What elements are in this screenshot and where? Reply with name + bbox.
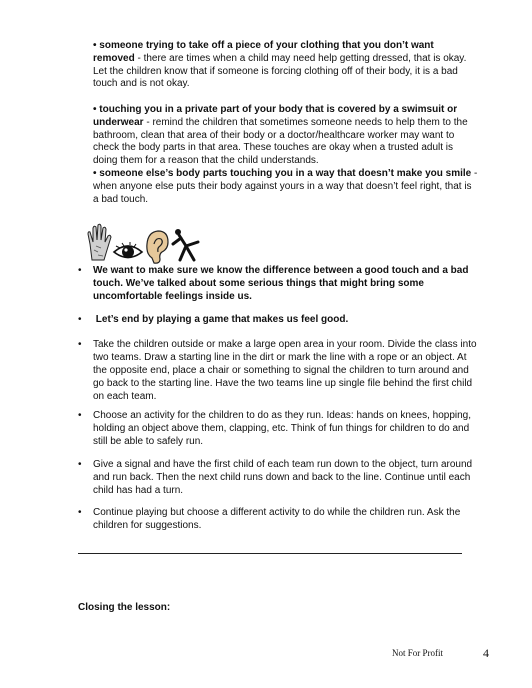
list-item-text: Give a signal and have the first child of each team run down to the object, turn around and run back. Then the next child runs down and back to the line. Continue until each child has had a turn. [93, 459, 473, 496]
sub-bullet-heading: • someone trying to take off a piece of your clothing that you don’t want removed [93, 40, 434, 64]
list-item-text: Let’s end by playing a game that makes us feel good. [93, 314, 349, 325]
page-number: 4 [483, 646, 489, 660]
bullet-marker: • [78, 314, 82, 325]
sub-bullet-private-parts [93, 104, 478, 168]
eye-icon [114, 242, 142, 258]
bullet-marker: • [78, 410, 82, 421]
closing-heading: Closing the lesson: [78, 602, 171, 613]
list-item-text: Choose an activity for the children to do as they run. Ideas: hands on knees, hopping, holding an object above them, clapping, etc. Think of fun things for children to do and still be able to safely run. [93, 410, 472, 447]
sub-bullet-heading: • someone else’s body parts touching you in a way that doesn’t make you smile [93, 168, 472, 179]
footer-label: Not For Profit [392, 648, 444, 658]
bullet-marker: • [78, 339, 82, 350]
sub-bullet-text: - remind the children that sometimes someone needs to help them to the bathroom, clean that area of their body or a doctor/healthcare worker may want to check the body parts in that area. These touches are okay when a trusted adult is doing them for a reason that the child understands. [93, 116, 468, 167]
hand-icon [88, 224, 111, 260]
sub-bullet-clothing [93, 40, 478, 91]
list-item-text: We want to make sure we know the difference between a good touch and a bad touch. We’ve talked about some serious things that might bring some uncomfortable feelings inside us. [93, 265, 469, 302]
sensory-icons [86, 222, 206, 264]
bullet-marker: • [78, 507, 82, 518]
stretching-person-icon [173, 229, 198, 260]
sub-bullet-body-parts [93, 168, 478, 206]
list-item-text: Take the children outside or make a large open area in your room. Divide the class into two teams. Draw a starting line in the dirt or mark the line with a rope or an object. At the opposite end, place a chair or something to signal the children to turn around and go back to the starting line. Have the two teams line up single file behind the first child on each team. [93, 339, 477, 402]
ear-icon [147, 231, 168, 263]
list-item-text: Continue playing but choose a different activity to do while the children run. Ask the children for suggestions. [93, 507, 461, 531]
sub-bullet-text: - there are times when a child may need help getting dressed, that is okay. Let the children know that if someone is forcing clothing off of their body, it is a bad touch and is not okay. [93, 52, 467, 90]
sub-bullet-text: - when anyone else puts their body against yours in a way that doesn’t feel right, that is a bad touch. [93, 168, 478, 205]
section-divider [78, 553, 462, 554]
bullet-marker: • [78, 265, 82, 276]
bullet-marker: • [78, 459, 82, 470]
sub-bullet-heading: • touching you in a private part of your body that is covered by a swimsuit or underwear [93, 104, 458, 128]
